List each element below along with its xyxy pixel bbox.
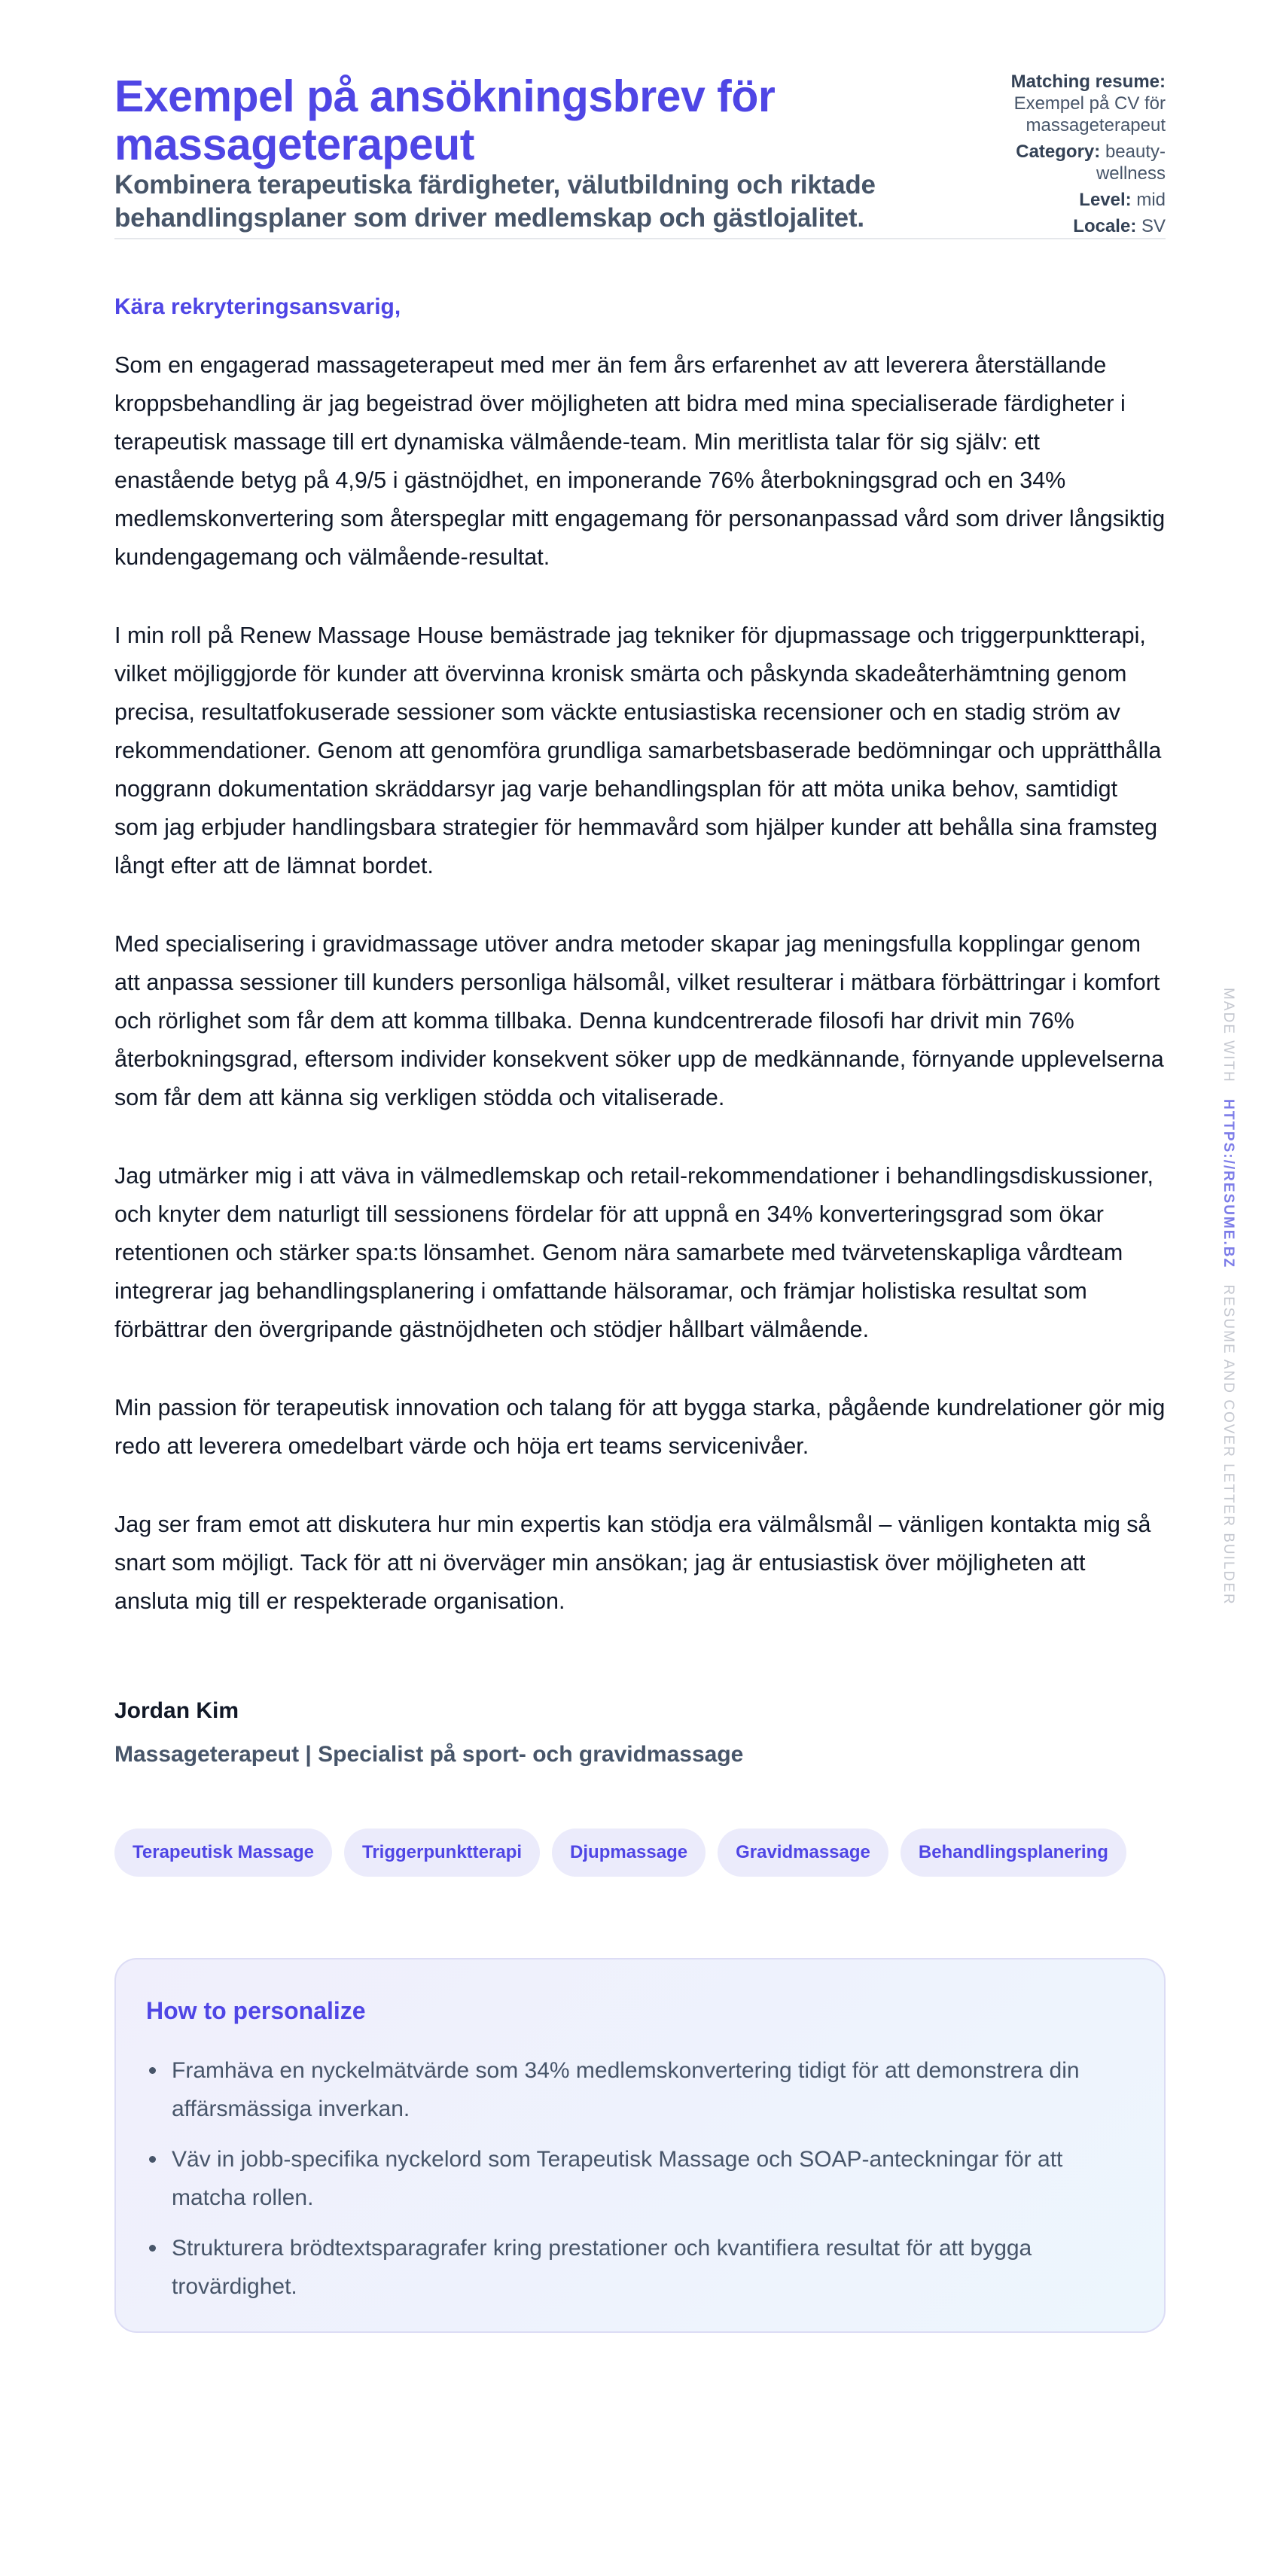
tip-text: Väv in jobb-specifika nyckelord som Terapeutisk Massage och SOAP-anteckningar för att matcha rollen. — [172, 2147, 1063, 2210]
bullet-icon — [149, 2067, 156, 2074]
meta-value: beauty-wellness — [1096, 142, 1166, 184]
cover-letter-page — [114, 0, 1166, 2333]
page-header — [114, 0, 1166, 239]
meta-label: Level: — [1079, 190, 1132, 210]
skill-tag: Terapeutisk Massage — [114, 1828, 332, 1877]
tip-item — [172, 2140, 1134, 2217]
tips-list — [146, 2051, 1134, 2306]
letter-paragraph: I min roll på Renew Massage House bemästrade jag tekniker för djupmassage och triggerpunktterapi, vilket möjliggjorde för kunder att övervinna kronisk smärta och påskynda skadeåterhämtning genom precisa, resultatfokuserade sessioner som väckte entusiastiska recensioner och en stadig ström av rekommendationer. Genom att genomföra grundliga samarbetsbaserade bedömningar och upprätthålla noggrann dokumentation skräddarsyr jag varje behandlingsplan för att möta unika behov, samtidigt som jag erbjuder handlingsbara strategier för hemmavård som hjälper kunder att behålla sina framsteg långt efter att de lämnat bordet. — [114, 623, 1162, 878]
bullet-icon — [149, 2156, 156, 2163]
signature-block — [114, 1696, 1166, 1770]
page-subtitle: Kombinera terapeutiska färdigheter, välutbildning och riktade behandlingsplaner som driver medlemskap och gästlojalitet. — [114, 170, 876, 233]
matching-resume-link[interactable]: Exempel på CV för massageterapeut — [1013, 93, 1166, 135]
letter-paragraph: Som en engagerad massageterapeut med mer än fem års erfarenhet av att leverera återställande kroppsbehandling är jag begeistrad över möjligheten att bidra med mina specialiserade färdigheter i terapeutisk massage till ert dynamiska välmående-team. Min meritlista talar för sig själv: ett enastående betyg på 4,9/5 i gästnöjdhet, en imponerande 76% återbokningsgrad och en 34% medlemskonvertering som återspeglar mitt engagemang för personanpassad vård som driver långsiktig kundengagemang och välmående-resultat. — [114, 352, 1166, 570]
skill-tag: Gravidmassage — [718, 1828, 888, 1877]
meta-locale — [977, 215, 1166, 237]
letter-paragraph: Jag ser fram emot att diskutera hur min expertis kan stödja era välmålsmål – vänligen kontakta mig så snart som möjligt. Tack för att ni överväger min ansökan; jag är entusiastisk över möjligheten att ansluta mig till er respekterade organisation. — [114, 1512, 1151, 1614]
personalize-title: How to personalize — [146, 1997, 366, 2024]
tip-item — [172, 2051, 1134, 2128]
tip-text: Strukturera brödtextsparagrafer kring prestationer och kvantifiera resultat för att bygga trovärdighet. — [172, 2236, 1032, 2299]
signature-name: Jordan Kim — [114, 1698, 239, 1723]
skill-tag: Triggerpunktterapi — [344, 1828, 540, 1877]
watermark-link[interactable]: HTTPS://RESUME.BZ — [1221, 1099, 1236, 1269]
skill-tags — [114, 1828, 1166, 1877]
meta-value: SV — [1141, 216, 1166, 236]
meta-label: Locale: — [1073, 216, 1137, 236]
letter-paragraph: Min passion för terapeutisk innovation och talang för att bygga starka, pågående kundrelationer gör mig redo att leverera omedelbart värde och höja ert teams servicenivåer. — [114, 1395, 1166, 1459]
side-watermark — [1220, 988, 1236, 1606]
watermark-suffix: RESUME AND COVER LETTER BUILDER — [1221, 1284, 1236, 1606]
tip-text: Framhäva en nyckelmätvärde som 34% medlemskonvertering tidigt för att demonstrera din affärsmässiga inverkan. — [172, 2058, 1080, 2121]
signature-title: Massageterapeut | Specialist på sport- och gravidmassage — [114, 1742, 744, 1767]
meta-matching-resume — [977, 71, 1166, 136]
letter-paragraph: Med specialisering i gravidmassage utöver andra metoder skapar jag meningsfulla kopplingar genom att anpassa sessioner till kunders personliga hälsomål, vilket resulterar i mätbara förbättringar i komfort och rörlighet som får dem att komma tillbaka. Denna kundcentrerade filosofi har drivit min 76% återbokningsgrad, eftersom individer konsekvent söker upp de medkännande, förnyande upplevelserna som får dem att känna sig verkligen stödda och vitaliserade. — [114, 931, 1164, 1110]
meta-level — [977, 189, 1166, 211]
letter-paragraph: Jag utmärker mig i att väva in välmedlemskap och retail-rekommendationer i behandlingsdiskussioner, och knyter dem naturligt till sessionens fördelar för att uppnå en 34% konverteringsgrad som ökar retentionen och stärker spa:ts lönsamhet. Genom nära samarbete med tvärvetenskapliga vårdteam integrerar jag behandlingsplanering i omfattande hälsoramar, och främjar holistiska resultat som förbättrar den övergripande gästnöjdheten och stödjer hållbart välmående. — [114, 1163, 1154, 1342]
page-title: Exempel på ansökningsbrev för massageterapeut — [114, 72, 776, 169]
personalize-tips-box — [114, 1958, 1166, 2333]
meta-label: Matching resume: — [1010, 72, 1166, 92]
watermark-prefix: MADE WITH — [1221, 988, 1236, 1083]
meta-panel — [977, 71, 1166, 242]
tip-item — [172, 2229, 1134, 2306]
letter-greeting: Kära rekryteringsansvarig, — [114, 294, 401, 319]
meta-value: mid — [1136, 190, 1166, 210]
skill-tag: Djupmassage — [552, 1828, 706, 1877]
meta-category — [977, 141, 1166, 184]
skill-tag: Behandlingsplanering — [901, 1828, 1126, 1877]
letter-body — [114, 292, 1166, 1770]
meta-label: Category: — [1016, 142, 1101, 162]
bullet-icon — [149, 2245, 156, 2252]
